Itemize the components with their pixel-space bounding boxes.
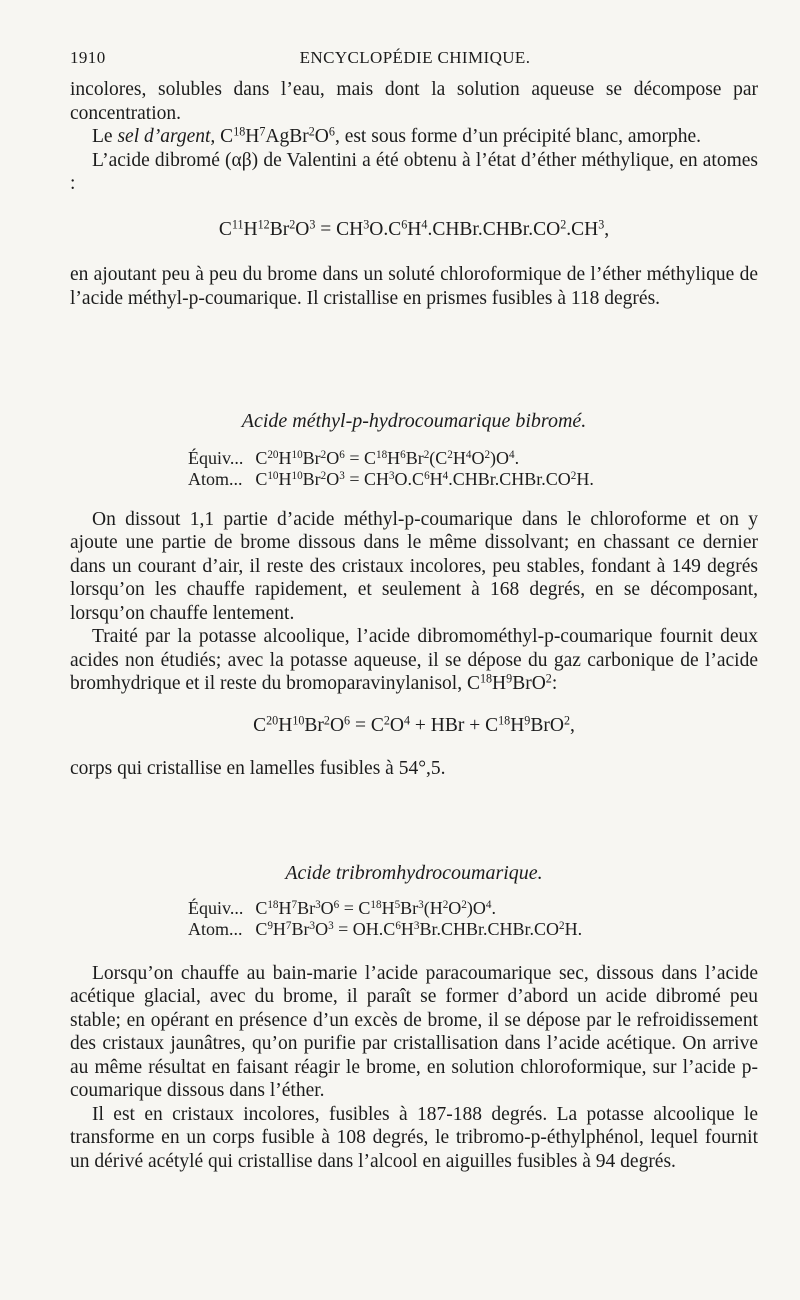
formula-table [188, 448, 594, 490]
atom-row [188, 919, 582, 940]
equiv-row [188, 898, 582, 919]
intro-block [70, 78, 758, 310]
equiv-formula: $C^{18}H^7Br^3O^6 = C^{18}H^5Br^3(H^2O^2)O^4$. [255, 897, 496, 918]
formula-table [188, 898, 582, 940]
equiv-label: Équiv... [188, 447, 244, 468]
page-number: 1910 [70, 48, 106, 67]
silver-salt-formula: $C^{18}H^7AgBr^2O^6$ [220, 124, 335, 147]
ether-formula: $C^{11}H^{12}Br^2O^3$ = $CH^3O.C^6H^4.CHBr.CHBr.CO^2.CH^3$, [218, 216, 610, 240]
crystals-paragraph: Il est en cristaux incolores, fusibles à 187-188 degrés. La potasse alcoolique le transforme en un corps fusible à 108 degrés, le tribromo-p-éthylphénol, lequel fournit un dérivé acétylé qui cristallise dans l’alcool en aiguilles fusibles à 94 degrés. [70, 1103, 758, 1172]
bromination-paragraph: en ajoutant peu à peu du brome dans un soluté chloroformique de l’éther méthylique de l’acide méthyl-p-coumarique. Il cristallise en prismes fusibles à 118 degrés. [70, 264, 758, 309]
decomposition-formula: $C^{20}H^{10}Br^2O^6 = C^2O^4$ + HBr + $C^{18}H^9BrO^2$, [253, 712, 575, 736]
paracoumaric-paragraph: Lorsqu’on chauffe au bain-marie l’acide paracoumarique sec, dissous dans l’acide acétique glacial, avec du brome, il paraît se former d’abord un acide dibromé peu stable; en opérant en présence d’un excès de brome, il se dépose par le refroidissement des cristaux jaunâtres, qu’on purifie par cristallisation dans l’acide acétique. On arrive au même résultat en faisant réagir le brome, en solution chloroformique, sur l’acide p-coumarique dissous dans l’éther. [70, 962, 758, 1101]
silver-salt-paragraph [70, 125, 758, 149]
equiv-formula: $C^{20}H^{10}Br^2O^6 = C^{18}H^6Br^2(C^2H^4O^2)O^4$. [255, 447, 520, 468]
valentini-paragraph: L’acide dibromé (αβ) de Valentini a été obtenu à l’état d’éther méthylique, en atomes : [70, 149, 758, 194]
silver-salt-description: , est sous forme d’un précipité blanc, amorphe. [334, 126, 701, 147]
section-methyl-hydrocoumarique [70, 410, 758, 781]
continuation-paragraph: incolores, solubles dans l’eau, mais dont la solution aqueuse se décompose par concentration. [70, 79, 758, 124]
potash-paragraph: Traité par la potasse alcoolique, l’acide dibromométhyl-p-coumarique fournit deux acides non étudiés; avec la potasse aqueuse, il se dépose du gaz carbonique de l’acide bromhydrique et il reste du bromoparavinylanisol, $C^{18}H^9BrO^2$: [70, 626, 758, 694]
page-header [70, 48, 760, 72]
equiv-label: Équiv... [188, 897, 244, 918]
atom-label: Atom... [188, 918, 243, 939]
equiv-row [188, 448, 594, 469]
section-tribromhydrocoumarique [70, 862, 758, 1173]
section-title: Acide méthyl-p-hydrocoumarique bibromé. [241, 410, 587, 432]
preparation-paragraph: On dissout 1,1 partie d’acide méthyl-p-coumarique dans le chloroforme et on y ajoute une partie de brome dissous dans le même dissolvant; en chassant ce dernier dans un courant d’air, il reste des cristaux incolores, peu stables, fondant à 149 degrés lorsqu’on les chauffe rapidement, et seulement à 168 degrés, en se décomposant, lorsqu’on chauffe lentement. [70, 508, 758, 624]
atom-row [188, 469, 594, 490]
section-title: Acide tribromhydrocoumarique. [285, 862, 543, 884]
lamellae-paragraph: corps qui cristallise en lamelles fusibles à 54°,5. [70, 758, 446, 779]
running-title: ENCYCLOPÉDIE CHIMIQUE. [299, 48, 531, 67]
atom-formula: $C^{10}H^{10}Br^2O^3$ = $CH^3O.C^6H^4.CHBr.CHBr.CO^2H$. [255, 468, 594, 489]
atom-label: Atom... [188, 468, 243, 489]
atom-formula: $C^9H^7Br^3O^3$ = $OH.C^6H^3Br.CHBr.CHBr.CO^2H$. [255, 918, 583, 939]
silver-salt-lead: Le [92, 126, 118, 147]
silver-salt-term: sel d’argent, [117, 126, 216, 147]
